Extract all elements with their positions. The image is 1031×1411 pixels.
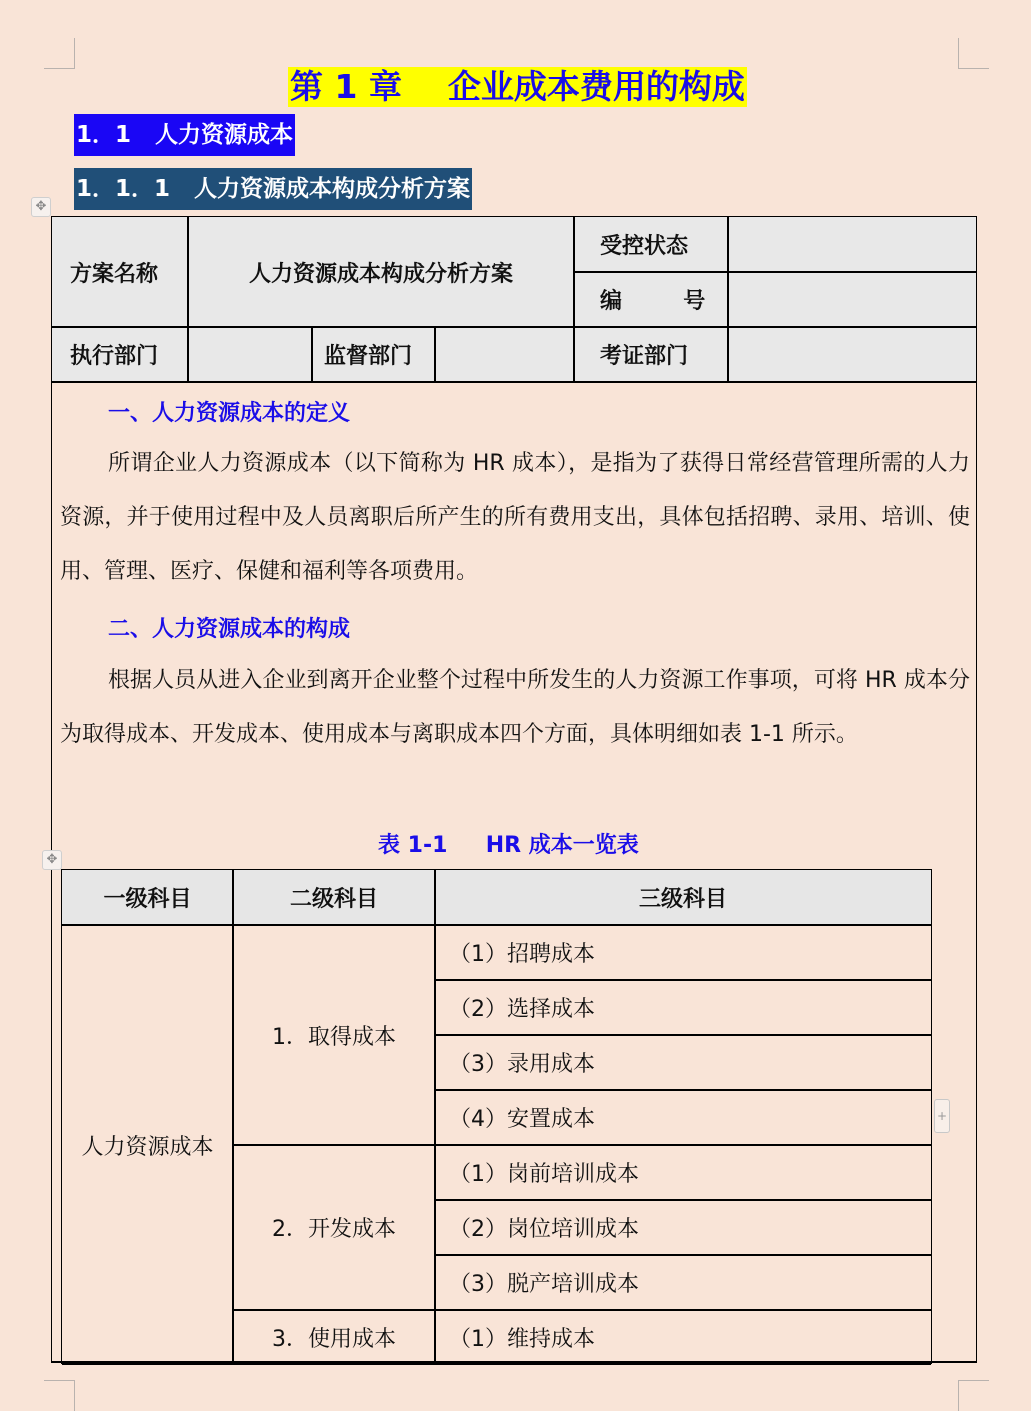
hr-cost-table	[61, 869, 932, 1364]
header-level1: 一级科目	[62, 870, 233, 925]
divider	[574, 271, 976, 273]
divider	[311, 327, 313, 382]
verify-dept-label: 考证部门	[574, 327, 728, 382]
divider	[52, 326, 976, 328]
level3-cell: （2）选择成本	[449, 997, 595, 1022]
divider	[434, 327, 436, 382]
paragraph-composition: 根据人员从进入企业到离开企业整个过程中所发生的人力资源工作事项，可将 HR 成本分为取得成本、开发成本、使用成本与离职成本四个方面，具体明细如表 1-1 所示。	[60, 668, 970, 747]
supervise-dept-value[interactable]	[435, 327, 574, 382]
divider	[52, 381, 976, 383]
level3-cell: （3）脱产培训成本	[449, 1272, 639, 1297]
divider	[573, 217, 575, 382]
divider	[434, 870, 436, 1365]
divider	[51, 1361, 977, 1363]
paragraph-definition: 所谓企业人力资源成本（以下简称为 HR 成本），是指为了获得日常经营管理所需的人力资源，并于使用过程中及人员离职后所产生的所有费用支出，具体包括招聘、录用、培训、使用、管理、医疗、保健和福利等各项费用。	[60, 451, 970, 584]
number-label: 编 号	[574, 272, 728, 327]
level3-cell: （3）录用成本	[449, 1052, 595, 1077]
header-level3: 三级科目	[435, 870, 931, 925]
divider	[232, 870, 234, 1365]
divider	[435, 1254, 931, 1256]
page-corner-mark-top-left	[44, 38, 75, 69]
level3-cell: （2）岗位培训成本	[449, 1217, 639, 1242]
level2-cell: 1．取得成本	[272, 1024, 396, 1050]
number-value[interactable]	[728, 272, 976, 327]
divider	[727, 217, 729, 382]
header-level2: 二级科目	[233, 870, 435, 925]
section-heading-definition: 一、人力资源成本的定义	[108, 401, 351, 426]
divider	[62, 1363, 931, 1365]
divider	[233, 1144, 931, 1146]
exec-dept-value[interactable]	[188, 327, 312, 382]
page-corner-mark-top-right	[958, 38, 989, 69]
divider	[435, 1089, 931, 1091]
divider	[233, 1309, 931, 1311]
section-heading: 1．1 人力资源成本	[74, 114, 295, 156]
level3-cell: （1）招聘成本	[449, 942, 595, 967]
page-corner-mark-bottom-right	[958, 1380, 989, 1411]
table-move-handle-icon[interactable]: ✥	[42, 850, 62, 870]
page-corner-mark-bottom-left	[44, 1380, 75, 1411]
divider	[62, 924, 931, 926]
plan-name-label: 方案名称	[52, 217, 188, 327]
level3-cell: （4）安置成本	[449, 1107, 595, 1132]
exec-dept-label: 执行部门	[52, 327, 188, 382]
chapter-title: 第 1 章 企业成本费用的构成	[290, 67, 745, 106]
divider	[435, 1034, 931, 1036]
divider	[435, 1199, 931, 1201]
add-row-icon[interactable]: +	[934, 1099, 950, 1133]
table-move-handle-icon[interactable]: ✥	[31, 197, 51, 217]
control-status-label: 受控状态	[574, 217, 728, 272]
supervise-dept-label: 监督部门	[312, 327, 435, 382]
level3-cell: （1）维持成本	[449, 1327, 595, 1352]
subsection-heading: 1．1．1 人力资源成本构成分析方案	[74, 168, 472, 210]
divider	[435, 979, 931, 981]
level2-cell: 2．开发成本	[272, 1217, 396, 1242]
plan-name-value: 人力资源成本构成分析方案	[188, 217, 574, 327]
level2-cell: 3．使用成本	[272, 1327, 396, 1352]
control-status-value[interactable]	[728, 217, 976, 272]
table-caption: 表 1-1 HR 成本一览表	[378, 833, 639, 858]
section-heading-composition: 二、人力资源成本的构成	[108, 617, 351, 642]
verify-dept-value[interactable]	[728, 327, 976, 382]
level3-cell: （1）岗前培训成本	[449, 1162, 639, 1187]
divider	[187, 217, 189, 382]
level1-cell: 人力资源成本	[81, 1134, 214, 1160]
